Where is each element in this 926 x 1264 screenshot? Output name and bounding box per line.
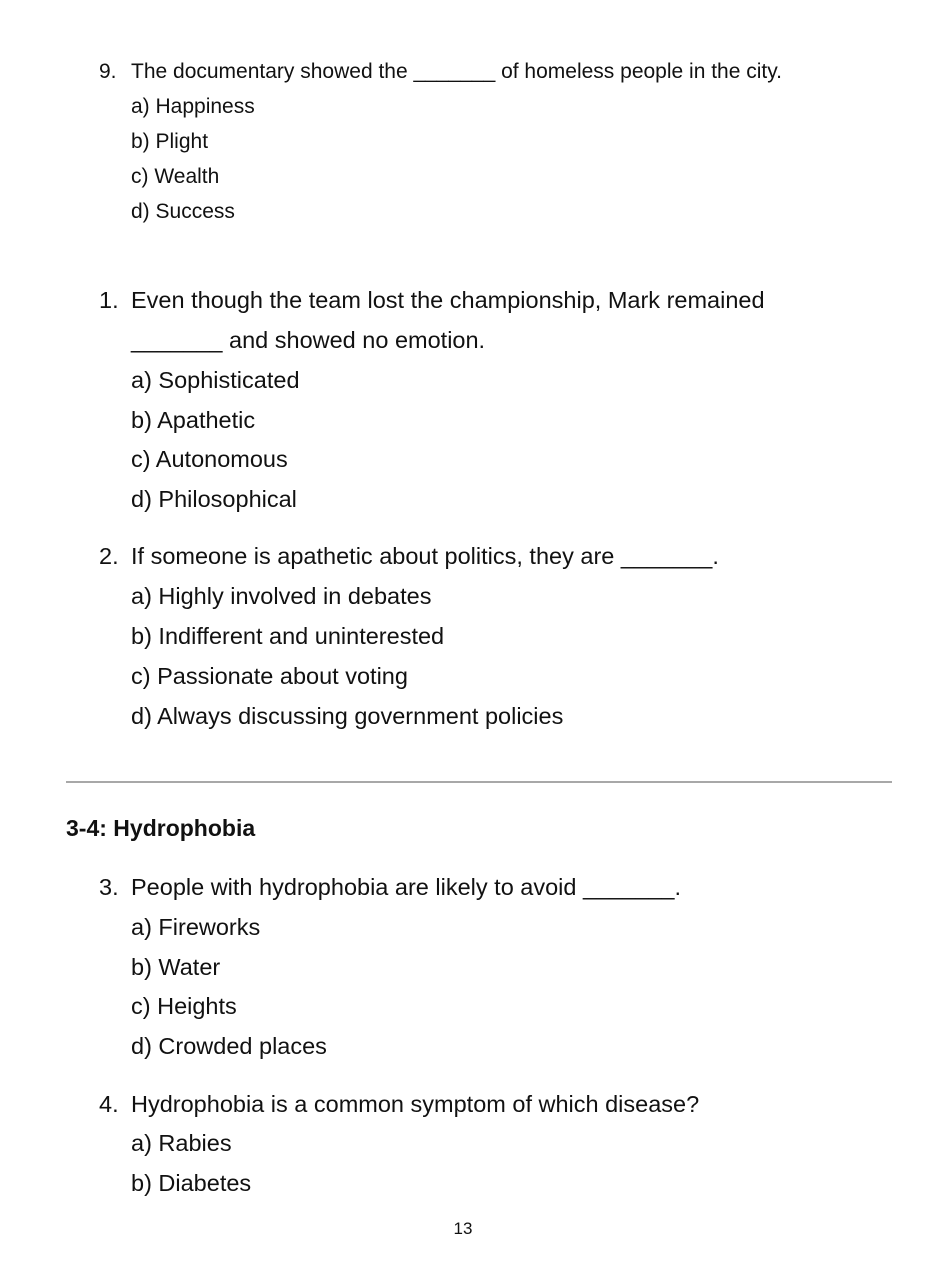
- question-text-line-1: Even though the team lost the championship, Mark remained: [131, 287, 765, 313]
- question-number: 2.: [99, 543, 119, 569]
- option-b: b) Apathetic: [131, 407, 256, 433]
- option-d: d) Success: [131, 200, 235, 223]
- question-number: 3.: [99, 874, 119, 900]
- option-d: d) Crowded places: [131, 1033, 327, 1059]
- option-a: a) Happiness: [131, 95, 255, 118]
- option-c: c) Passionate about voting: [131, 663, 408, 689]
- option-a: a) Fireworks: [131, 914, 261, 940]
- question-number: 1.: [99, 287, 119, 313]
- option-a: a) Highly involved in debates: [131, 583, 432, 609]
- section-divider: [66, 781, 892, 783]
- question-text: If someone is apathetic about politics, they are _______.: [131, 543, 719, 569]
- question-text: People with hydrophobia are likely to avoid _______.: [131, 874, 682, 900]
- question-text: Hydrophobia is a common symptom of which disease?: [131, 1091, 700, 1117]
- question-text: The documentary showed the _______ of homeless people in the city.: [131, 60, 783, 83]
- question-number: 4.: [99, 1091, 119, 1117]
- option-b: b) Water: [131, 954, 221, 980]
- option-b: b) Plight: [131, 130, 209, 153]
- option-a: a) Sophisticated: [131, 367, 300, 393]
- option-d: d) Always discussing government policies: [131, 703, 564, 729]
- section-heading: 3-4: Hydrophobia: [66, 815, 256, 841]
- option-b: b) Diabetes: [131, 1170, 252, 1196]
- option-c: c) Heights: [131, 993, 237, 1019]
- question-number: 9.: [99, 60, 117, 83]
- page-number: 13: [453, 1219, 473, 1238]
- option-a: a) Rabies: [131, 1130, 232, 1156]
- option-b: b) Indifferent and uninterested: [131, 623, 445, 649]
- option-d: d) Philosophical: [131, 486, 297, 512]
- question-text-line-2: _______ and showed no emotion.: [131, 327, 486, 353]
- option-c: c) Wealth: [131, 165, 220, 188]
- option-c: c) Autonomous: [131, 446, 288, 472]
